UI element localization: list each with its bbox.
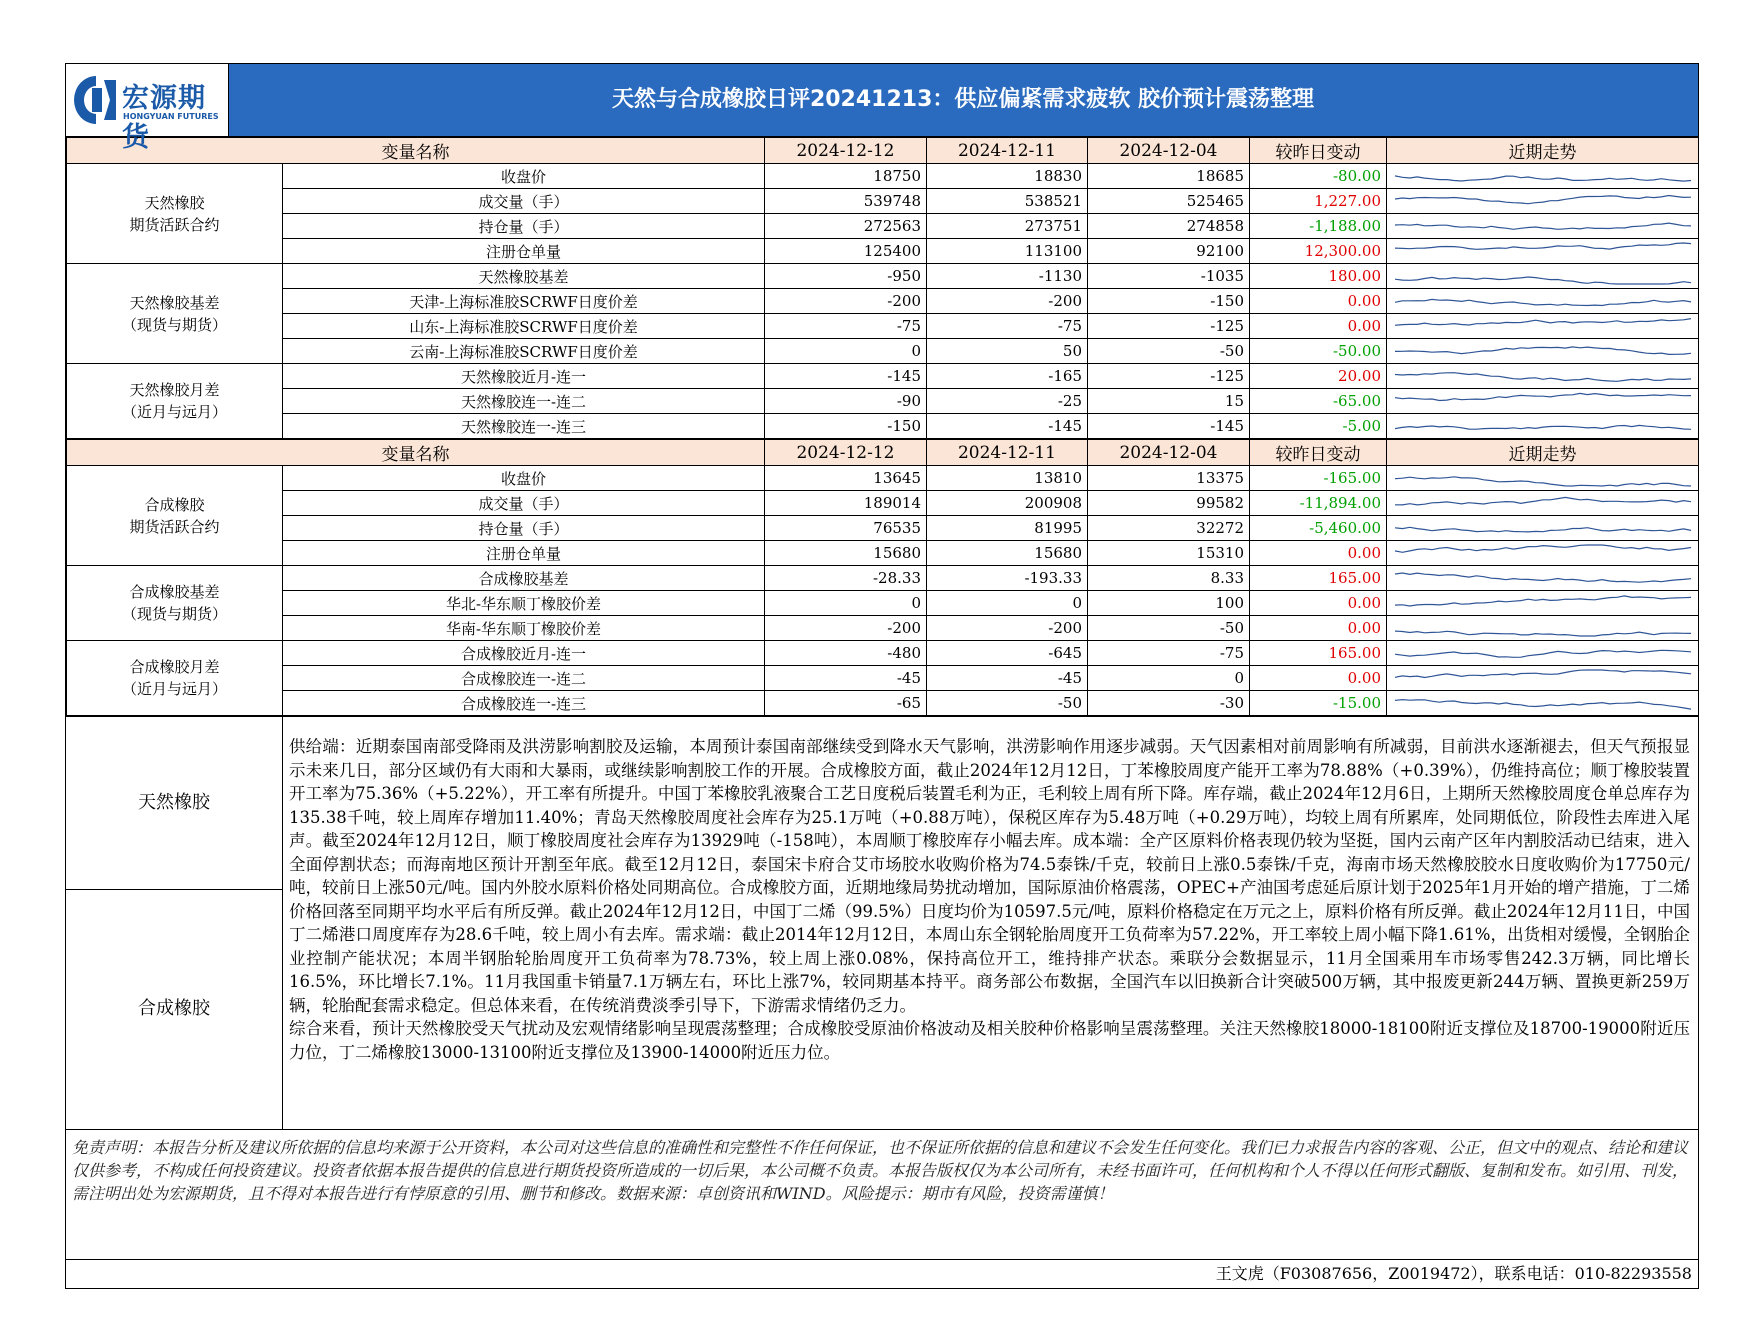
commentary-text — [283, 717, 1698, 1129]
analyst-contact: 王文虎（F03087656，Z0019472），联系电话：010-82293558 — [66, 1259, 1698, 1288]
trend-cell — [1387, 641, 1699, 666]
metric-name: 收盘价 — [283, 466, 765, 491]
table-row — [67, 666, 1699, 691]
value-cell: 0 — [927, 591, 1088, 616]
value-cell: 18750 — [765, 164, 927, 189]
trend-cell — [1387, 339, 1699, 364]
brand-name-cn: 宏源期货 — [122, 83, 206, 153]
hongyuan-logo-icon — [74, 74, 118, 126]
trend-cell — [1387, 541, 1699, 566]
table-row — [67, 164, 1699, 189]
trend-sparkline — [1387, 666, 1699, 690]
value-cell: -125 — [1088, 314, 1250, 339]
value-cell: -200 — [765, 616, 927, 641]
trend-sparkline — [1387, 339, 1699, 363]
value-cell: 538521 — [927, 189, 1088, 214]
header-row — [67, 138, 1699, 164]
trend-sparkline — [1387, 516, 1699, 540]
value-cell: -75 — [927, 314, 1088, 339]
trend-cell — [1387, 666, 1699, 691]
value-cell: -950 — [765, 264, 927, 289]
commentary-labels — [66, 717, 283, 1129]
change-cell: -1,188.00 — [1250, 214, 1387, 239]
value-cell: 8.33 — [1088, 566, 1250, 591]
metric-name: 华北-华东顺丁橡胶价差 — [283, 591, 765, 616]
trend-cell — [1387, 591, 1699, 616]
metric-name: 云南-上海标准胶SCRWF日度价差 — [283, 339, 765, 364]
change-cell: 0.00 — [1250, 591, 1387, 616]
metric-name: 天津-上海标准胶SCRWF日度价差 — [283, 289, 765, 314]
trend-cell — [1387, 566, 1699, 591]
value-cell: 272563 — [765, 214, 927, 239]
group-label: 合成橡胶 期货活跃合约 — [67, 466, 283, 566]
trend-sparkline — [1387, 691, 1699, 715]
metric-name: 华南-华东顺丁橡胶价差 — [283, 616, 765, 641]
change-cell: -5.00 — [1250, 414, 1387, 439]
metric-name: 合成橡胶近月-连一 — [283, 641, 765, 666]
commentary-paragraph-1: 供给端：近期泰国南部受降雨及洪涝影响割胶及运输，本周预计泰国南部继续受到降水天气影响，洪涝影响作用逐步减弱。天气因素相对前周影响有所减弱，目前洪水逐渐褪去，但天气预报显示未来几日，部分区域仍有大雨和大暴雨，或继续影响割胶工作的开展。合成橡胶方面，截止2024年12月12日，丁苯橡胶周度产能开工率为78.88%（+0.39%），仍维持高位；顺丁橡胶装置开工率为75.36%（+5.22%），开工率有所提升。中国丁苯橡胶乳液聚合工艺日度税后装置毛利为正，毛利较上周有所下降。库存端，截止2024年12月6日，上期所天然橡胶周度仓单总库存为135.38千吨，较上周库存增加11.40%；青岛天然橡胶周度社会库存为25.1万吨（+0.88万吨），保税区库存为5.48万吨（+0.29万吨），均较上周有所累库，处同期低位，阶段性去库进入尾声。截至2024年12月12日，顺丁橡胶周度社会库存为13929吨（-158吨），本周顺丁橡胶库存小幅去库。成本端：全产区原料价格表现仍较为坚挺，国内云南产区年内割胶活动已结束，进入全面停割状态；而海南地区预计开割至年底。截至12月12日，泰国宋卡府合艾市场胶水收购价格为74.5泰铢/千克，较前日上涨0.5泰铢/千克，海南市场天然橡胶胶水日度收购价为17750元/吨，较前日上涨50元/吨。国内外胶水原料价格处同期高位。合成橡胶方面，近期地缘局势扰动增加，国际原油价格震荡，OPEC+产油国考虑延后原计划于2025年1月开始的增产措施，丁二烯价格回落至同期平均水平后有所反弹。截止2024年12月12日，中国丁二烯（99.5%）日度均价为10597.5元/吨，原料价格稳定在万元之上，原料价格有所反弹。截止2024年12月11日，中国丁二烯港口周度库存为28.6千吨，较上周小有去库。需求端：截止2014年12月12日，本周山东全钢轮胎周度开工负荷率为57.22%，开工率较上周小幅下降1.61%，出货相对缓慢，全钢胎企业控制产能状况；本周半钢胎轮胎周度开工负荷率为78.73%，较上周上涨0.08%，保持高位开工，维持排产状态。乘联分会数据显示，11月全国乘用车市场零售242.3万辆，同比增长16.5%，环比增长7.1%。11月我国重卡销量7.1万辆左右，环比上涨7%，较同期基本持平。商务部公布数据，全国汽车以旧换新合计突破500万辆，其中报废更新244万辆、置换更新259万辆，轮胎配套需求稳定。但总体来看，在传统消费淡季引导下，下游需求情绪仍乏力。 — [289, 737, 1690, 1015]
metric-name: 天然橡胶基差 — [283, 264, 765, 289]
trend-cell — [1387, 491, 1699, 516]
metric-name: 收盘价 — [283, 164, 765, 189]
brand-logo — [66, 64, 229, 153]
trend-cell — [1387, 389, 1699, 414]
trend-cell — [1387, 264, 1699, 289]
metric-name: 成交量（手） — [283, 491, 765, 516]
trend-cell — [1387, 691, 1699, 716]
change-cell: -15.00 — [1250, 691, 1387, 716]
table-row — [67, 239, 1699, 264]
table-row — [67, 466, 1699, 491]
value-cell: 113100 — [927, 239, 1088, 264]
metric-name: 成交量（手） — [283, 189, 765, 214]
metric-name: 持仓量（手） — [283, 516, 765, 541]
change-cell: 0.00 — [1250, 616, 1387, 641]
value-cell: -145 — [765, 364, 927, 389]
value-cell: -150 — [765, 414, 927, 439]
header-date: 2024-12-12 — [765, 440, 927, 466]
value-cell: 273751 — [927, 214, 1088, 239]
group-label: 天然橡胶月差 （近月与远月） — [67, 364, 283, 439]
metric-name: 合成橡胶连一-连二 — [283, 666, 765, 691]
header-date: 2024-12-11 — [927, 440, 1088, 466]
table-row — [67, 566, 1699, 591]
change-cell: 180.00 — [1250, 264, 1387, 289]
value-cell: 15 — [1088, 389, 1250, 414]
report-title: 天然与合成橡胶日评20241213：供应偏紧需求疲软 胶价预计震荡整理 — [611, 87, 1315, 112]
table-row — [67, 339, 1699, 364]
metric-name: 天然橡胶连一-连三 — [283, 414, 765, 439]
header-date: 2024-12-12 — [765, 138, 927, 164]
value-cell: -1130 — [927, 264, 1088, 289]
header-var-name: 变量名称 — [67, 440, 765, 466]
metric-name: 合成橡胶连一-连三 — [283, 691, 765, 716]
value-cell: -150 — [1088, 289, 1250, 314]
value-cell: 100 — [1088, 591, 1250, 616]
change-cell: 0.00 — [1250, 289, 1387, 314]
change-cell: -80.00 — [1250, 164, 1387, 189]
value-cell: -193.33 — [927, 566, 1088, 591]
value-cell: 50 — [927, 339, 1088, 364]
value-cell: -45 — [765, 666, 927, 691]
change-cell: 0.00 — [1250, 666, 1387, 691]
value-cell: 15680 — [927, 541, 1088, 566]
value-cell: -145 — [927, 414, 1088, 439]
change-cell: -5,460.00 — [1250, 516, 1387, 541]
table-row — [67, 491, 1699, 516]
metric-name: 天然橡胶连一-连二 — [283, 389, 765, 414]
trend-sparkline — [1387, 566, 1699, 590]
change-cell: -165.00 — [1250, 466, 1387, 491]
trend-cell — [1387, 414, 1699, 439]
table-row — [67, 591, 1699, 616]
natural-rubber-table — [66, 137, 1699, 439]
trend-sparkline — [1387, 214, 1699, 238]
trend-sparkline — [1387, 264, 1699, 288]
table-row — [67, 189, 1699, 214]
change-cell: 0.00 — [1250, 314, 1387, 339]
header-change: 较昨日变动 — [1250, 138, 1387, 164]
header-date: 2024-12-04 — [1088, 440, 1250, 466]
commentary-section — [66, 716, 1698, 1129]
table-row — [67, 691, 1699, 716]
group-label: 天然橡胶基差 （现货与期货） — [67, 264, 283, 364]
table-row — [67, 364, 1699, 389]
trend-sparkline — [1387, 491, 1699, 515]
value-cell: 99582 — [1088, 491, 1250, 516]
trend-sparkline — [1387, 616, 1699, 640]
change-cell: 165.00 — [1250, 641, 1387, 666]
value-cell: 274858 — [1088, 214, 1250, 239]
change-cell: -65.00 — [1250, 389, 1387, 414]
trend-cell — [1387, 516, 1699, 541]
trend-sparkline — [1387, 189, 1699, 213]
commentary-paragraph-2: 综合来看，预计天然橡胶受天气扰动及宏观情绪影响呈现震荡整理；合成橡胶受原油价格波动及相关胶种价格影响呈震荡整理。关注天然橡胶18000-18100附近支撑位及18700-19000附近压力位，丁二烯橡胶13000-13100附近支撑位及13900-14000附近压力位。 — [289, 1019, 1690, 1062]
value-cell: 92100 — [1088, 239, 1250, 264]
value-cell: -28.33 — [765, 566, 927, 591]
table-row — [67, 541, 1699, 566]
table-row — [67, 314, 1699, 339]
value-cell: 0 — [1088, 666, 1250, 691]
metric-name: 注册仓单量 — [283, 541, 765, 566]
trend-cell — [1387, 239, 1699, 264]
change-cell: -50.00 — [1250, 339, 1387, 364]
trend-sparkline — [1387, 414, 1699, 438]
change-cell: 0.00 — [1250, 541, 1387, 566]
metric-name: 持仓量（手） — [283, 214, 765, 239]
value-cell: -65 — [765, 691, 927, 716]
trend-cell — [1387, 289, 1699, 314]
change-cell: 20.00 — [1250, 364, 1387, 389]
metric-name: 天然橡胶近月-连一 — [283, 364, 765, 389]
trend-sparkline — [1387, 389, 1699, 413]
header-row — [67, 440, 1699, 466]
value-cell: -75 — [1088, 641, 1250, 666]
value-cell: -200 — [765, 289, 927, 314]
value-cell: -75 — [765, 314, 927, 339]
metric-name: 山东-上海标准胶SCRWF日度价差 — [283, 314, 765, 339]
trend-sparkline — [1387, 239, 1699, 263]
header-var-name: 变量名称 — [67, 138, 765, 164]
value-cell: -125 — [1088, 364, 1250, 389]
metric-name: 注册仓单量 — [283, 239, 765, 264]
value-cell: 13375 — [1088, 466, 1250, 491]
table-row — [67, 641, 1699, 666]
metric-name: 合成橡胶基差 — [283, 566, 765, 591]
table-row — [67, 289, 1699, 314]
table-row — [67, 264, 1699, 289]
value-cell: 81995 — [927, 516, 1088, 541]
table-row — [67, 616, 1699, 641]
value-cell: 189014 — [765, 491, 927, 516]
value-cell: -165 — [927, 364, 1088, 389]
trend-sparkline — [1387, 541, 1699, 565]
header-trend: 近期走势 — [1387, 138, 1699, 164]
commentary-label-natural: 天然橡胶 — [66, 717, 282, 890]
value-cell: -145 — [1088, 414, 1250, 439]
value-cell: 18685 — [1088, 164, 1250, 189]
value-cell: 125400 — [765, 239, 927, 264]
table-row — [67, 389, 1699, 414]
value-cell: -200 — [927, 616, 1088, 641]
value-cell: -30 — [1088, 691, 1250, 716]
group-label: 天然橡胶 期货活跃合约 — [67, 164, 283, 264]
header-trend: 近期走势 — [1387, 440, 1699, 466]
trend-cell — [1387, 189, 1699, 214]
trend-cell — [1387, 616, 1699, 641]
change-cell: 1,227.00 — [1250, 189, 1387, 214]
header-date: 2024-12-11 — [927, 138, 1088, 164]
change-cell: 12,300.00 — [1250, 239, 1387, 264]
trend-sparkline — [1387, 289, 1699, 313]
disclaimer: 免责声明：本报告分析及建议所依据的信息均来源于公开资料，本公司对这些信息的准确性和完整性不作任何保证，也不保证所依据的信息和建议不会发生任何变化。我们已力求报告内容的客观、公正，但文中的观点、结论和建议仅供参考，不构成任何投资建议。投资者依据本报告提供的信息进行期货投资所造成的一切后果，本公司概不负责。本报告版权仅为本公司所有，未经书面许可，任何机构和个人不得以任何形式翻版、复制和发布。如引用、刊发，需注明出处为宏源期货，且不得对本报告进行有悖原意的引用、删节和修改。数据来源：卓创资讯和WIND。风险提示：期市有风险，投资需谨慎！ — [66, 1129, 1698, 1259]
value-cell: 32272 — [1088, 516, 1250, 541]
trend-cell — [1387, 164, 1699, 189]
value-cell: 15680 — [765, 541, 927, 566]
trend-cell — [1387, 466, 1699, 491]
value-cell: -1035 — [1088, 264, 1250, 289]
trend-sparkline — [1387, 314, 1699, 338]
group-label: 合成橡胶基差 （现货与期货） — [67, 566, 283, 641]
value-cell: 525465 — [1088, 189, 1250, 214]
value-cell: -50 — [1088, 339, 1250, 364]
commentary-label-synthetic: 合成橡胶 — [138, 998, 210, 1019]
trend-sparkline — [1387, 591, 1699, 615]
trend-sparkline — [1387, 466, 1699, 490]
header-change: 较昨日变动 — [1250, 440, 1387, 466]
trend-cell — [1387, 364, 1699, 389]
report-sheet — [65, 63, 1699, 1289]
value-cell: 13645 — [765, 466, 927, 491]
value-cell: -480 — [765, 641, 927, 666]
table-row — [67, 214, 1699, 239]
header-date: 2024-12-04 — [1088, 138, 1250, 164]
change-cell: -11,894.00 — [1250, 491, 1387, 516]
value-cell: 18830 — [927, 164, 1088, 189]
trend-sparkline — [1387, 641, 1699, 665]
value-cell: -50 — [1088, 616, 1250, 641]
value-cell: 15310 — [1088, 541, 1250, 566]
value-cell: -50 — [927, 691, 1088, 716]
value-cell: -645 — [927, 641, 1088, 666]
value-cell: -45 — [927, 666, 1088, 691]
table-row — [67, 414, 1699, 439]
value-cell: 539748 — [765, 189, 927, 214]
table-row — [67, 516, 1699, 541]
value-cell: -200 — [927, 289, 1088, 314]
value-cell: 13810 — [927, 466, 1088, 491]
value-cell: 0 — [765, 591, 927, 616]
value-cell: 0 — [765, 339, 927, 364]
trend-sparkline — [1387, 164, 1699, 188]
synthetic-rubber-table — [66, 439, 1699, 716]
trend-sparkline — [1387, 364, 1699, 388]
group-label: 合成橡胶月差 （近月与远月） — [67, 641, 283, 716]
value-cell: -90 — [765, 389, 927, 414]
value-cell: 76535 — [765, 516, 927, 541]
value-cell: -25 — [927, 389, 1088, 414]
trend-cell — [1387, 314, 1699, 339]
trend-cell — [1387, 214, 1699, 239]
change-cell: 165.00 — [1250, 566, 1387, 591]
value-cell: 200908 — [927, 491, 1088, 516]
brand-name-en: HONGYUAN FUTURES — [123, 112, 219, 121]
